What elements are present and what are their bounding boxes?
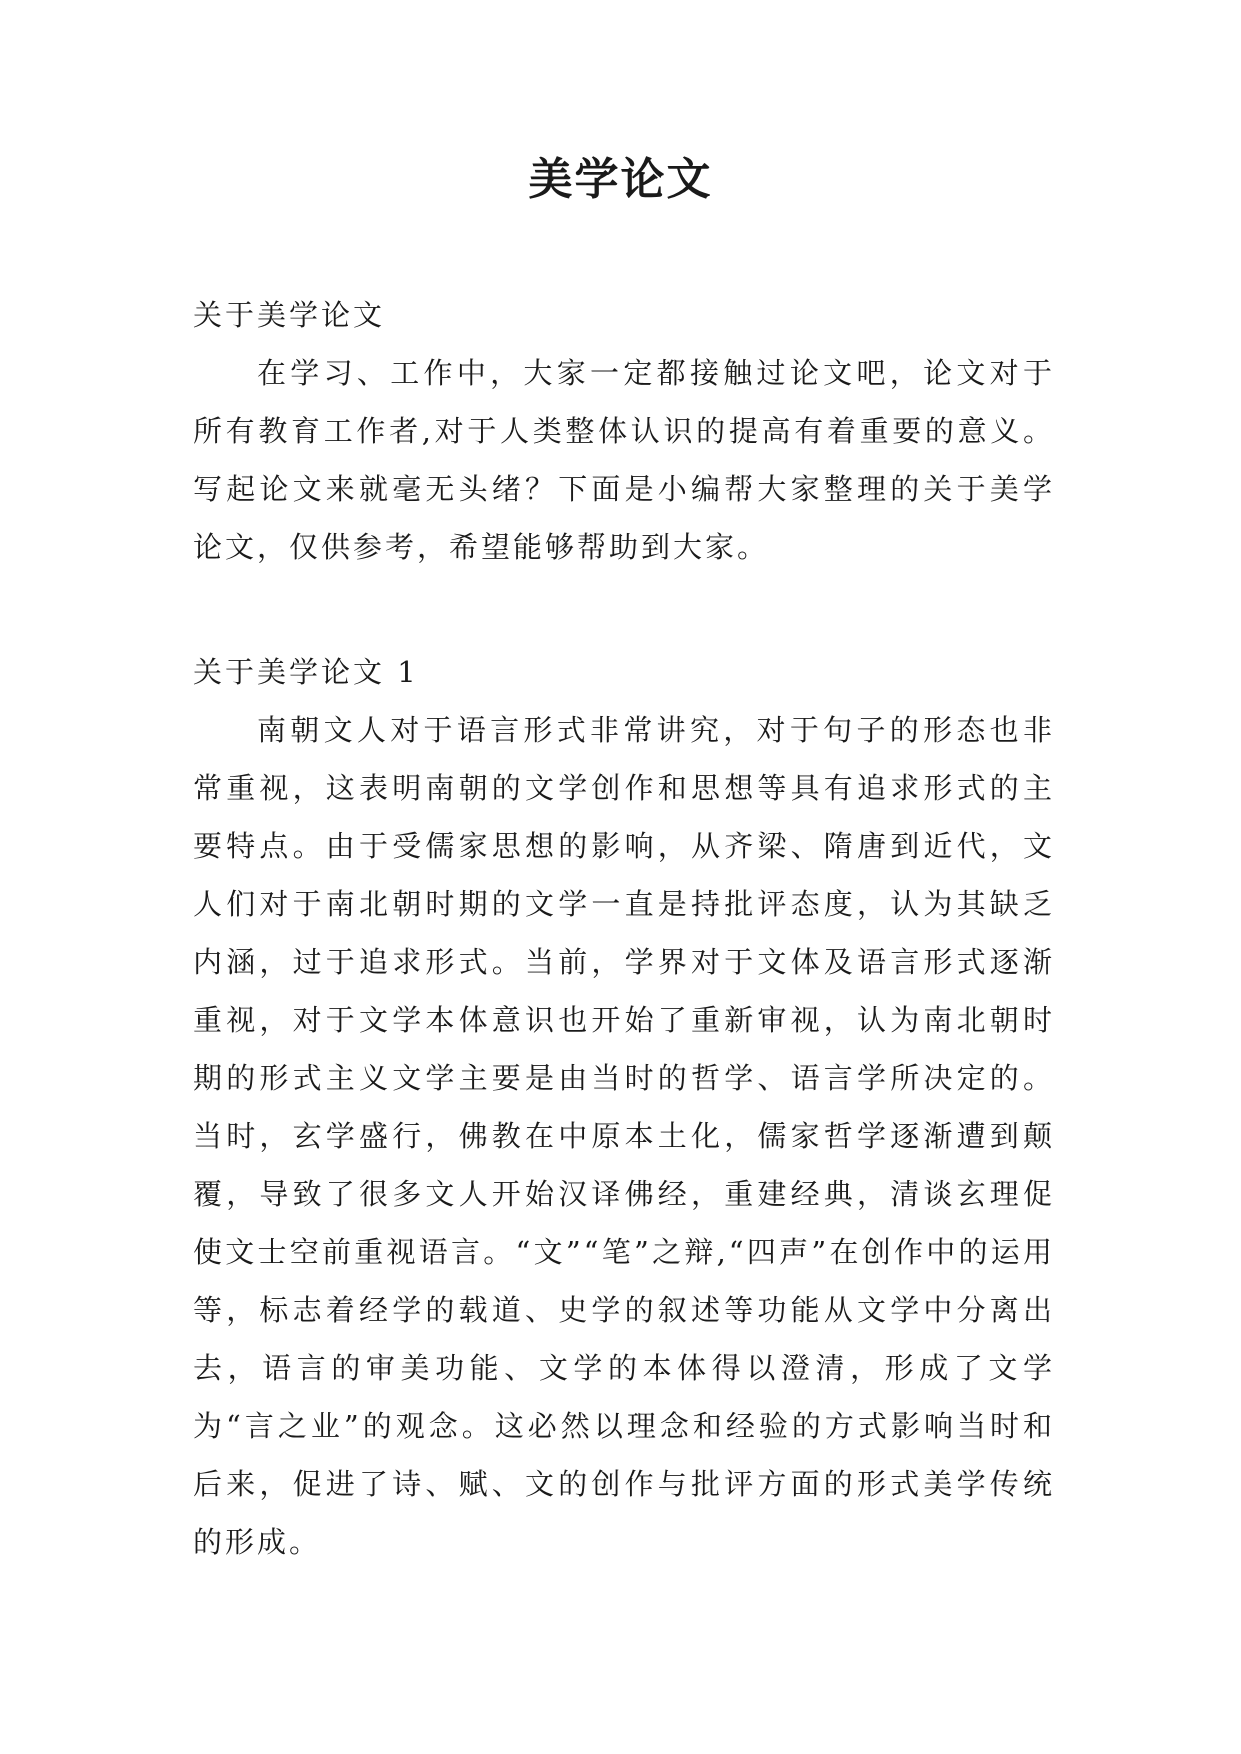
- intro-paragraph: 在学习、工作中，大家一定都接触过论文吧，论文对于所有教育工作者,对于人类整体认识的提高有着重要的意义。写起论文来就毫无头绪？下面是小编帮大家整理的关于美学论文，仅供参考，希望能够帮助到大家。: [193, 356, 1055, 564]
- section1-body: [193, 701, 1055, 1571]
- section1-heading: 关于美学论文 1: [193, 655, 419, 689]
- section1-paragraph: 南朝文人对于语言形式非常讲究，对于句子的形态也非常重视，这表明南朝的文学创作和思想等具有追求形式的主要特点。由于受儒家思想的影响，从齐梁、隋唐到近代，文人们对于南北朝时期的文学一直是持批评态度，认为其缺乏内涵，过于追求形式。当前，学界对于文体及语言形式逐渐重视，对于文学本体意识也开始了重新审视，认为南北朝时期的形式主义文学主要是由当时的哲学、语言学所决定的。当时，玄学盛行，佛教在中原本土化，儒家哲学逐渐遭到颠覆，导致了很多文人开始汉译佛经，重建经典，清谈玄理促使文士空前重视语言。“文”“笔”之辩,“四声”在创作中的运用等，标志着经学的载道、史学的叙述等功能从文学中分离出去，语言的审美功能、文学的本体得以澄清，形成了文学为“言之业”的观念。这必然以理念和经验的方式影响当时和后来，促进了诗、赋、文的创作与批评方面的形式美学传统的形成。: [193, 713, 1055, 1559]
- document-title: 美学论文: [528, 154, 713, 205]
- intro-heading: 关于美学论文: [193, 298, 386, 332]
- intro-section: [193, 344, 1055, 576]
